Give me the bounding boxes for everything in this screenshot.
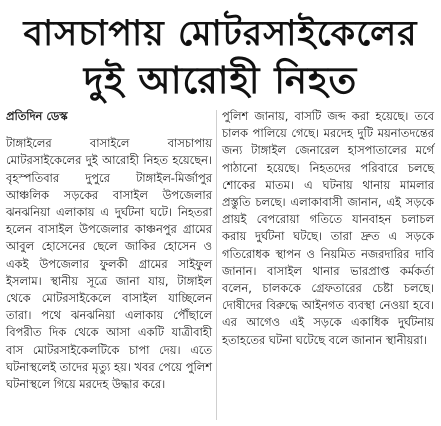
- headline-line-1: বাসচাপায় মোটরসাইকেলের: [23, 14, 418, 54]
- headline-line-2: দুই আরোহী নিহত: [83, 59, 358, 102]
- byline: প্রতিদিন ডেস্ক: [6, 109, 68, 123]
- column-divider: [216, 110, 217, 420]
- article-body-right: পুলিশ জানায়, বাসটি জব্দ করা হয়েছে। তবে চালক পালিয়ে গেছে। মরদেহ দুটি ময়নাতদন্তের জন্য টাঙ্গাইল জেনারেল হাসপাতালের মর্গে পাঠানো হয়েছে। নিহতদের পরিবারে চলছে শোকের মাতম। এ ঘটনায় থানায় মামলার প্রস্তুতি চলছে। এলাকাবাসী জানান, এই সড়কে প্রায়ই বেপরোয়া গতিতে যানবাহন চলাচল করায় দুর্ঘটনা ঘটছে। তারা দ্রুত এ সড়কে গতিরোধক স্থাপন ও নিয়মিত নজরদারির দাবি জানান। বাসাইল থানার ভারপ্রাপ্ত কর্মকর্তা বলেন, চালককে গ্রেফতারের চেষ্টা চলছে। দোষীদের বিরুদ্ধে আইনগত ব্যবস্থা নেওয়া হবে। এর আগেও এই সড়কে একাধিক দুর্ঘটনায় হতাহতের ঘটনা ঘটেছে বলে জানান স্থানীয়রা।: [222, 109, 434, 347]
- article-column-right: [222, 108, 434, 349]
- article-body-left: টাঙ্গাইলের বাসাইলে বাসচাপায় মোটরসাইকেলের দুই আরোহী নিহত হয়েছেন। বৃহস্পতিবার দুপুরে টাঙ্গাইল-মির্জাপুর আঞ্চলিক সড়কের বাসাইল উপজেলার ঝনঝনিয়া এলাকায় এ দুর্ঘটনা ঘটে। নিহতরা হলেন বাসাইল উপজেলার কাঞ্চনপুর গ্রামের আবুল হোসেনের ছেলে জাকির হোসেন ও একই উপজেলার ফুলকী গ্রামের সাইফুল ইসলাম। স্থানীয় সূত্রে জানা যায়, টাঙ্গাইল থেকে মোটরসাইকেলে বাসাইল যাচ্ছিলেন তারা। পথে ঝনঝনিয়া এলাকায় পৌঁছালে বিপরীত দিক থেকে আসা একটি যাত্রীবাহী বাস মোটরসাইকেলটিকে চাপা দেয়। এতে ঘটনাস্থলেই তাদের মৃত্যু হয়। খবর পেয়ে পুলিশ ঘটনাস্থলে গিয়ে মরদেহ উদ্ধার করে।: [6, 136, 212, 392]
- article-column-left: [6, 108, 212, 393]
